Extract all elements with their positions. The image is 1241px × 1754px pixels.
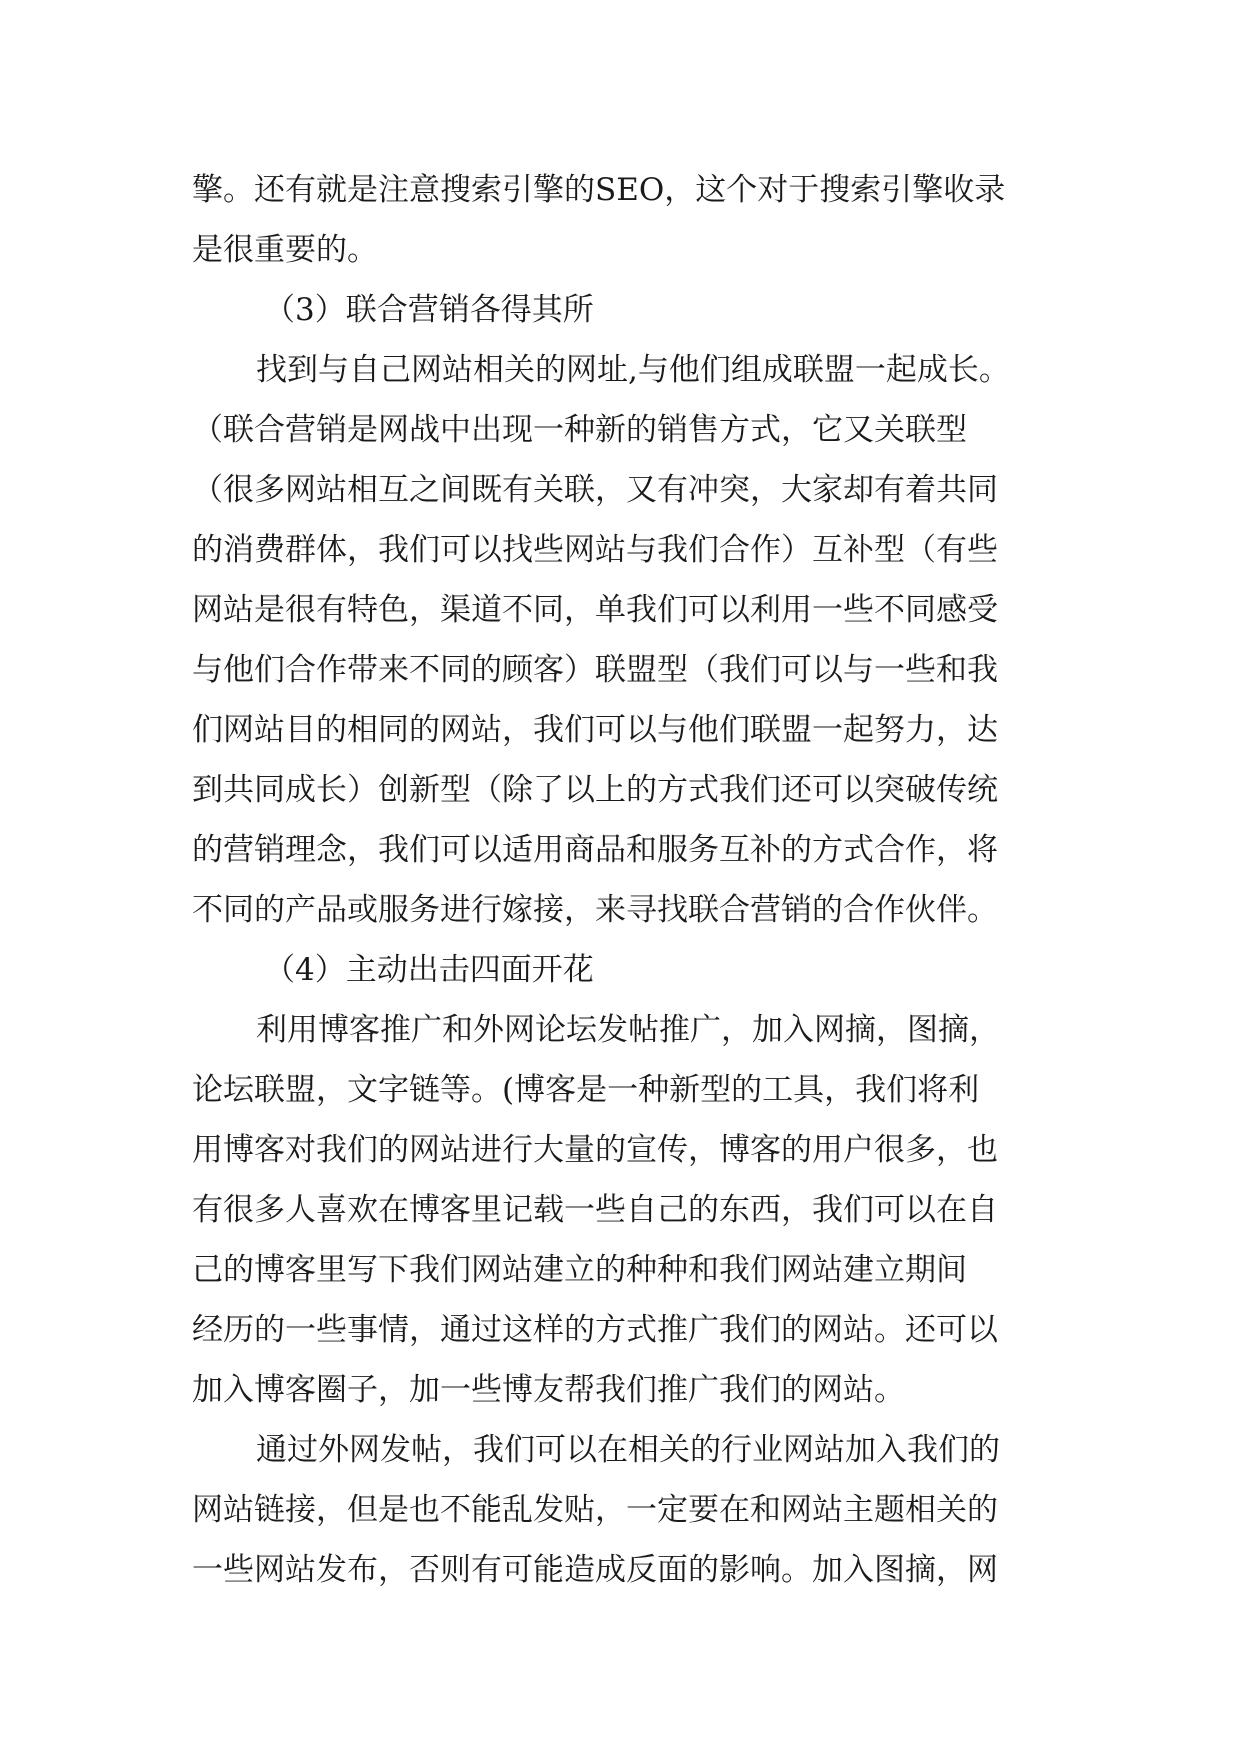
- text-line: 网站是很有特色，渠道不同，单我们可以利用一些不同感受: [192, 592, 998, 628]
- text-line: 用博客对我们的网站进行大量的宣传，博客的用户很多，也: [192, 1132, 998, 1168]
- text-line: 网站链接，但是也不能乱发贴，一定要在和网站主题相关的: [192, 1492, 998, 1528]
- text-line: （很多网站相互之间既有关联，又有冲突，大家却有着共同: [192, 472, 998, 508]
- text-line: 与他们合作带来不同的顾客）联盟型（我们可以与一些和我: [192, 652, 998, 688]
- text-line: 有很多人喜欢在博客里记载一些自己的东西，我们可以在自: [192, 1192, 998, 1228]
- text-line: 论坛联盟，文字链等。(博客是一种新型的工具，我们将利: [192, 1072, 980, 1108]
- document-body: [192, 160, 1072, 1600]
- text-line: 经历的一些事情，通过这样的方式推广我们的网站。还可以: [192, 1312, 998, 1348]
- paragraph-start: 利用博客推广和外网论坛发帖推广，加入网摘，图摘，: [256, 1012, 1000, 1048]
- text-line: 的消费群体，我们可以找些网站与我们合作）互补型（有些: [192, 532, 998, 568]
- text-line: 己的博客里写下我们网站建立的种种和我们网站建立期间: [192, 1252, 967, 1288]
- text-line: 到共同成长）创新型（除了以上的方式我们还可以突破传统: [192, 772, 998, 808]
- text-line: 一些网站发布，否则有可能造成反面的影响。加入图摘，网: [192, 1552, 998, 1588]
- text-line: 的营销理念，我们可以适用商品和服务互补的方式合作，将: [192, 832, 998, 868]
- paragraph-start: 通过外网发帖，我们可以在相关的行业网站加入我们的: [256, 1432, 1000, 1468]
- text-line: （联合营销是网战中出现一种新的销售方式，它又关联型: [192, 412, 967, 448]
- section-heading-3: （3）联合营销各得其所: [264, 292, 594, 328]
- text-line: 不同的产品或服务进行嫁接，来寻找联合营销的合作伙伴。: [192, 892, 998, 928]
- paragraph-start: 找到与自己网站相关的网址,与他们组成联盟一起成长。: [256, 352, 1010, 388]
- text-line: 擎。还有就是注意搜索引擎的SEO，这个对于搜索引擎收录: [192, 172, 1006, 208]
- section-heading-4: （4）主动出击四面开花: [264, 952, 594, 988]
- text-line: 加入博客圈子，加一些博友帮我们推广我们的网站。: [192, 1372, 905, 1408]
- text-line: 是很重要的。: [192, 232, 378, 268]
- text-line: 们网站目的相同的网站，我们可以与他们联盟一起努力，达: [192, 712, 998, 748]
